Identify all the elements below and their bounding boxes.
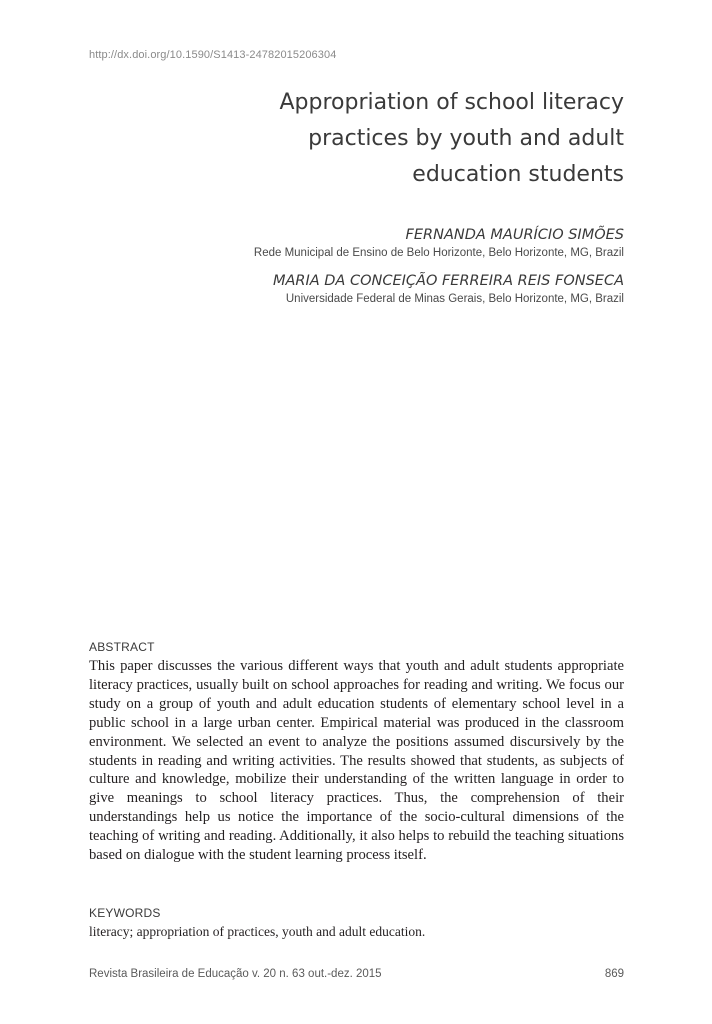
keywords-heading: KEYWORDS [89,906,161,920]
author-affiliation: Universidade Federal de Minas Gerais, Belo Horizonte, MG, Brazil [285,293,624,305]
author-entry [64,271,624,307]
abstract-heading: ABSTRACT [89,640,155,654]
title-line: Appropriation of school literacy [279,90,624,115]
author-affiliation: Rede Municipal de Ensino de Belo Horizonte, Belo Horizonte, MG, Brazil [253,247,624,259]
page-number: 869 [604,968,624,980]
footer-journal-citation: Revista Brasileira de Educação v. 20 n. 63 out.-dez. 2015 [89,968,382,980]
author-name: FERNANDA MAURÍCIO SIMÕES [405,227,624,243]
title-line: education students [412,162,624,187]
doi-link[interactable]: http://dx.doi.org/10.1590/S1413-24782015206304 [89,49,337,61]
paper-title [144,85,624,193]
author-entry [64,225,624,261]
keywords-text: literacy; appropriation of practices, youth and adult education. [89,924,426,939]
title-line: practices by youth and adult [308,126,624,151]
author-list [64,225,624,317]
abstract-text: This paper discusses the various different ways that youth and adult students appropriate literacy practices, usually built on school approaches for reading and writing. We focus our study on a group of youth and adult education students of elementary school level in a public school in a large urban center. Empirical material was produced in the classroom environment. We selected an event to analyze the positions assumed discursively by the students in reading and writing activities. The results showed that students, as subjects of culture and knowledge, mobilize their understanding of the written language in order to give meanings to school literacy practices. Thus, the comprehension of their understandings help us notice the importance of the socio-cultural dimensions of the teaching of writing and reading. Additionally, it also helps to rebuild the teaching situations based on dialogue with the student learning process itself. [89,658,624,864]
author-name: MARIA DA CONCEIÇÃO FERREIRA REIS FONSECA [272,273,624,289]
